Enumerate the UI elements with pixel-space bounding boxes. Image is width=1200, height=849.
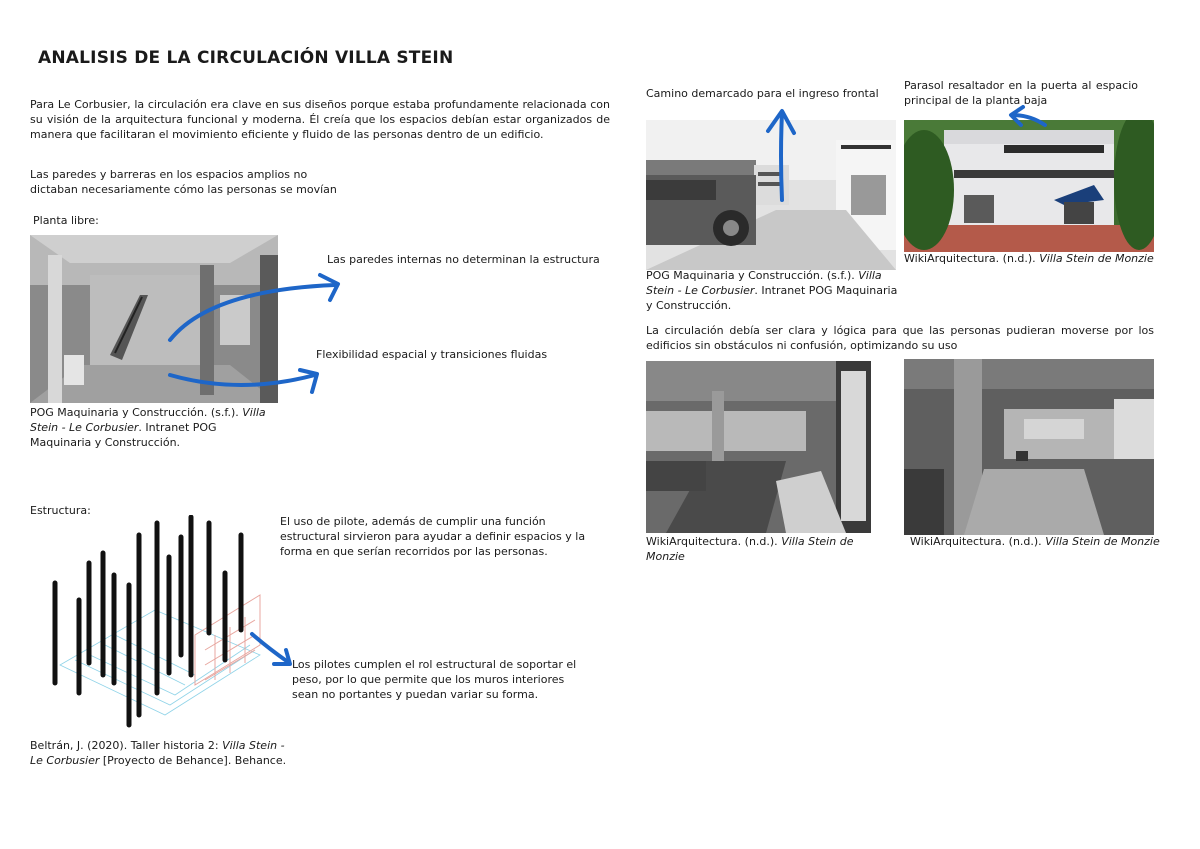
planta-libre-caption: POG Maquinaria y Construcción. (s.f.). Villa Stein - Le Corbusier. Intranet POG Maquinaria y Construcción.: [30, 406, 266, 449]
photo2-caption: WikiArquitectura. (n.d.). Villa Stein de Monzie: [904, 252, 1154, 265]
planta-libre-arrow2-label: Flexibilidad espacial y transiciones fluidas: [316, 348, 548, 361]
parasol-label: Parasol resaltador en la puerta al espacio principal de la planta baja: [904, 79, 1138, 107]
interior-photo-2: [904, 359, 1154, 535]
camino-arrow: [760, 105, 800, 205]
pilote-text: El uso de pilote, además de cumplir una función estructural sirvieron para ayudar a definir espacios y la forma en que serían recorridos por las personas.: [280, 515, 586, 558]
interior-photo-1: [646, 361, 871, 533]
estructura-arrow: [248, 628, 298, 673]
estructura-heading: Estructura:: [30, 504, 91, 517]
camino-label: Camino demarcado para el ingreso frontal: [646, 87, 879, 100]
estructura-diagram: [45, 515, 280, 735]
parasol-arrow: [1005, 105, 1050, 135]
photo3-caption: WikiArquitectura. (n.d.). Villa Stein de Monzie: [646, 535, 854, 563]
circulacion-text: La circulación debía ser clara y lógica para que las personas pudieran moverse por los edificios sin obstáculos ni confusión, optimizando su uso: [646, 324, 1154, 352]
planta-libre-arrow1-label: Las paredes internas no determinan la estructura: [327, 253, 600, 266]
estructura-caption: Beltrán, J. (2020). Taller historia 2: Villa Stein - Le Corbusier [Proyecto de Behance]. Behance.: [30, 739, 287, 767]
villa-facade-photo: [904, 120, 1154, 252]
photo4-caption: WikiArquitectura. (n.d.). Villa Stein de Monzie: [910, 535, 1160, 548]
pilote-arrow-label: Los pilotes cumplen el rol estructural de soportar el peso, por lo que permite que los muros interiores sean no portantes y puedan variar su forma.: [292, 658, 577, 701]
walls-note: Las paredes y barreras en los espacios amplios no dictaban necesariamente cómo las personas se movían: [30, 168, 337, 196]
planta-libre-heading: Planta libre:: [33, 214, 99, 227]
page-title: ANALISIS DE LA CIRCULACIÓN VILLA STEIN: [38, 48, 454, 68]
planta-libre-arrows: [150, 270, 350, 410]
intro-paragraph: Para Le Corbusier, la circulación era clave en sus diseños porque estaba profundamente relacionada con su visión de la arquitectura funcional y moderna. Él creía que los espacios debían estar organizados de manera que facilitaran el movimiento eficiente y fluido de las personas dentro de un edificio.: [30, 98, 610, 141]
photo1-caption: POG Maquinaria y Construcción. (s.f.). Villa Stein - Le Corbusier. Intranet POG Maquinaria y Construcción.: [646, 269, 898, 312]
